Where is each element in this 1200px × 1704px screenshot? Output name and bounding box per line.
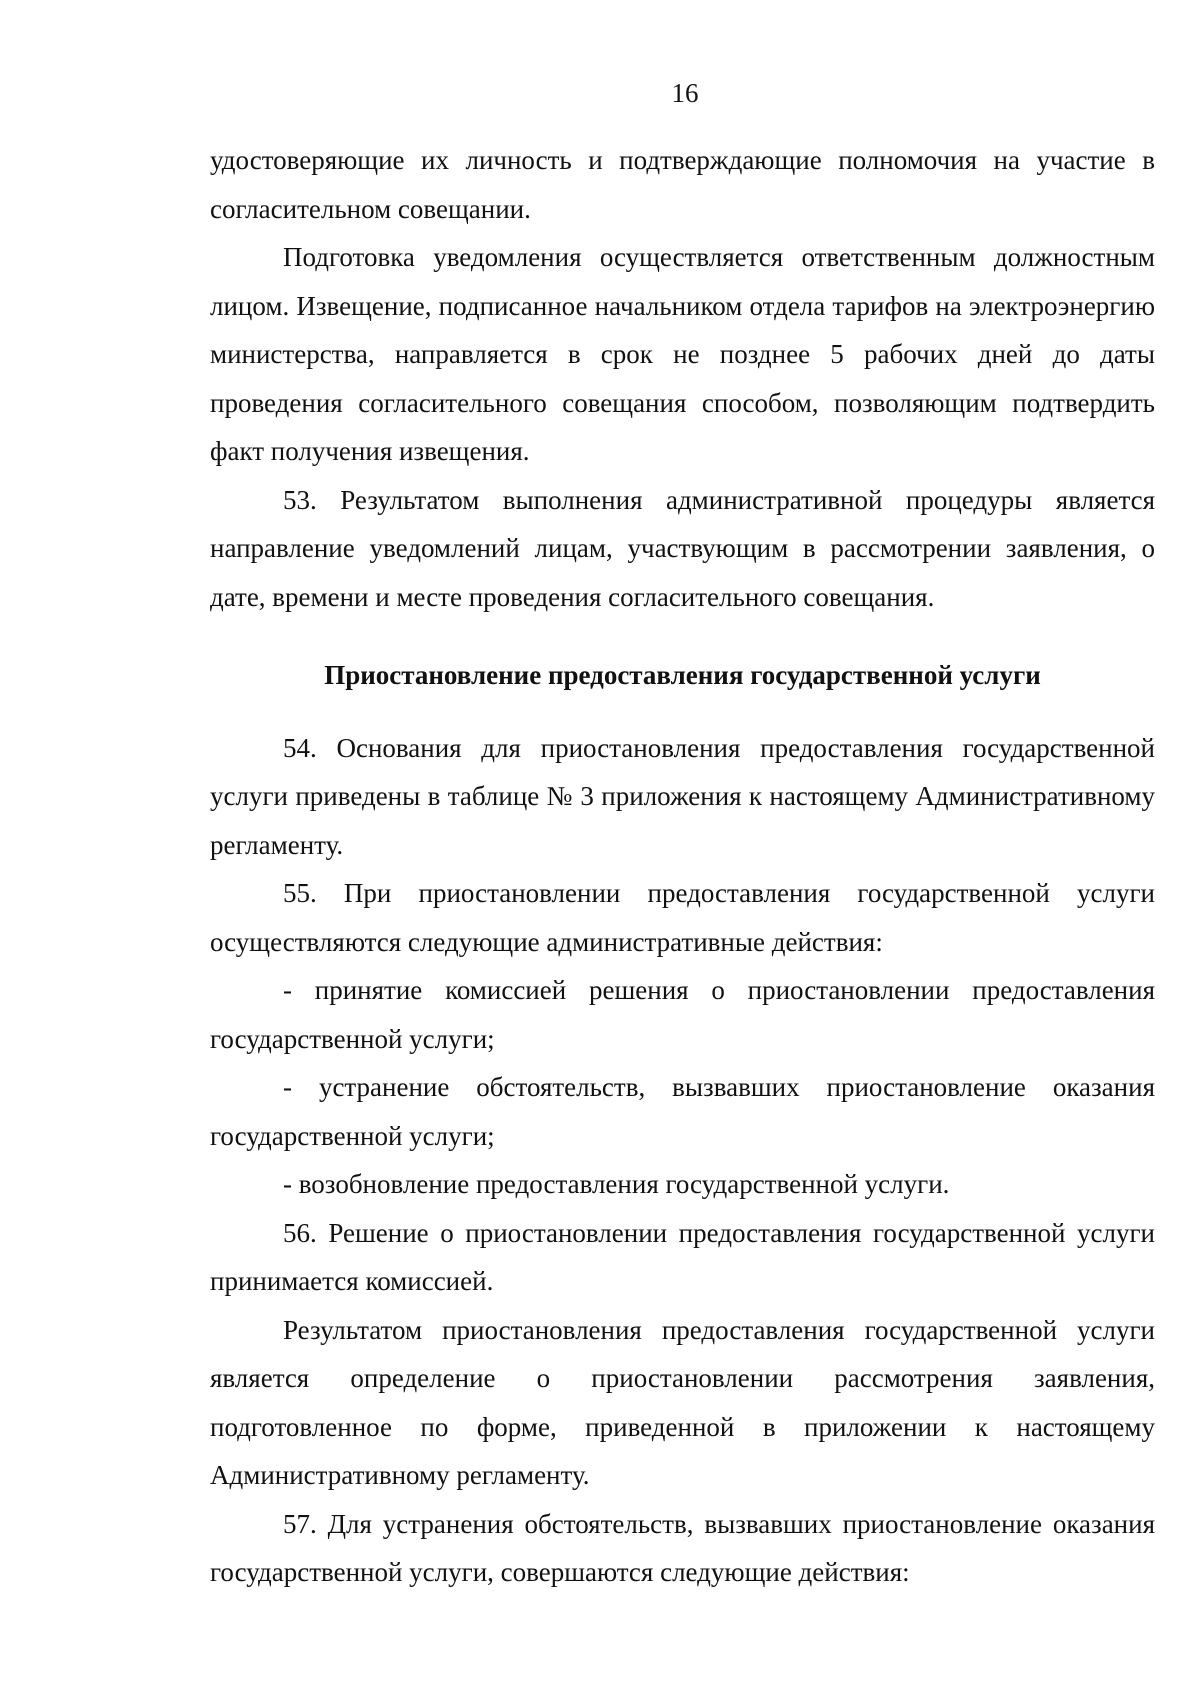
paragraph-56: 56. Решение о приостановлении предоставления государственной услуги принимается комиссией.: [210, 1217, 1155, 1296]
list-item-decision: - принятие комиссией решения о приостановлении предоставления государственной услуги;: [210, 975, 1155, 1054]
section-heading: Приостановление предоставления государственной услуги: [324, 660, 1041, 690]
paragraph-54: 54. Основания для приостановления предоставления государственной услуги приведены в таблице № 3 приложения к настоящему Административному регламенту.: [210, 732, 1155, 860]
paragraph-suspension-result: Результатом приостановления предоставления государственной услуги является определение о приостановлении рассмотрения заявления, подготовленное по форме, приведенной в приложении к настоящему Административному регламенту.: [210, 1314, 1155, 1490]
paragraph-continuation: удостоверяющие их личность и подтверждающие полномочия на участие в согласительном совещании.: [210, 145, 1155, 224]
page-number: 16: [671, 78, 699, 108]
paragraph-55: 55. При приостановлении предоставления государственной услуги осуществляются следующие административные действия:: [210, 878, 1155, 957]
paragraph-57: 57. Для устранения обстоятельств, вызвавших приостановление оказания государственной услуги, совершаются следующие действия:: [210, 1508, 1155, 1587]
document-body: [210, 136, 1155, 1597]
paragraph-53: 53. Результатом выполнения административной процедуры является направление уведомлений лицам, участвующим в рассмотрении заявления, о дате, времени и месте проведения согласительного совещания.: [210, 484, 1155, 612]
paragraph-notification-prep: Подготовка уведомления осуществляется ответственным должностным лицом. Извещение, подписанное начальником отдела тарифов на электроэнергию министерства, направляется в срок не позднее 5 рабочих дней до даты проведения согласительного совещания способом, позволяющим подтвердить факт получения извещения.: [210, 242, 1155, 466]
list-item-elimination: - устранение обстоятельств, вызвавших приостановление оказания государственной услуги;: [210, 1072, 1155, 1151]
list-item-resumption: - возобновление предоставления государственной услуги.: [283, 1169, 950, 1199]
